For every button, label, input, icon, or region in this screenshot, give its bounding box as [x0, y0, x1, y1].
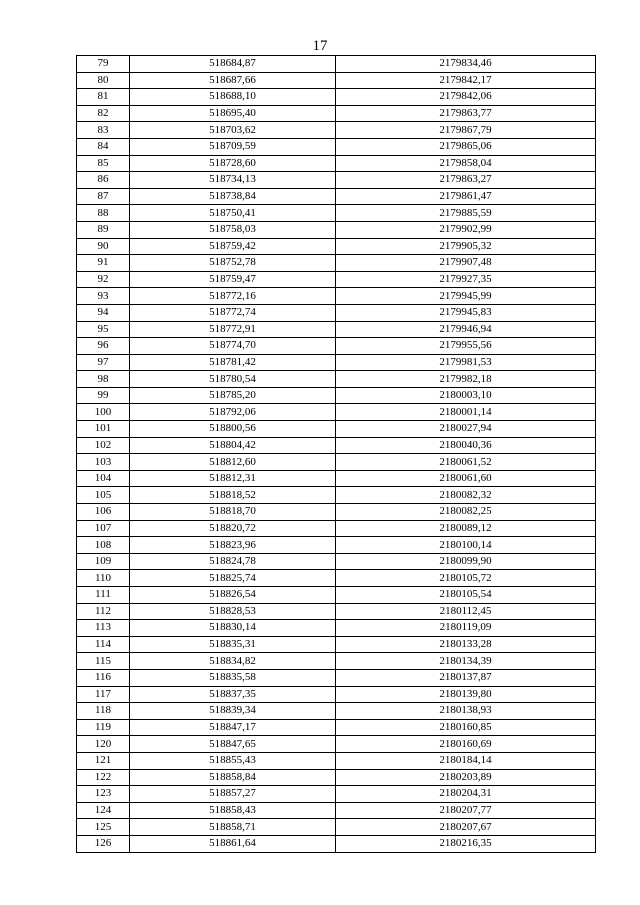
x-coordinate-cell: 518750,41: [130, 205, 336, 222]
y-coordinate-cell: 2179945,83: [336, 304, 596, 321]
table-row: [77, 188, 596, 205]
table-row: [77, 587, 596, 604]
table-row: [77, 338, 596, 355]
table-row: [77, 669, 596, 686]
y-coordinate-cell: 2179867,79: [336, 122, 596, 139]
x-coordinate-cell: 518772,16: [130, 288, 336, 305]
table-row: [77, 155, 596, 172]
table-row: [77, 105, 596, 122]
y-coordinate-cell: 2180139,80: [336, 686, 596, 703]
x-coordinate-cell: 518858,43: [130, 802, 336, 819]
y-coordinate-cell: 2179982,18: [336, 371, 596, 388]
table-body: [77, 56, 596, 853]
y-coordinate-cell: 2180138,93: [336, 703, 596, 720]
point-number-cell: 116: [77, 669, 130, 686]
point-number-cell: 79: [77, 56, 130, 73]
x-coordinate-cell: 518858,84: [130, 769, 336, 786]
y-coordinate-cell: 2180105,54: [336, 587, 596, 604]
y-coordinate-cell: 2180040,36: [336, 437, 596, 454]
x-coordinate-cell: 518772,74: [130, 304, 336, 321]
y-coordinate-cell: 2179902,99: [336, 221, 596, 238]
point-number-cell: 95: [77, 321, 130, 338]
table-row: [77, 752, 596, 769]
point-number-cell: 89: [77, 221, 130, 238]
table-row: [77, 122, 596, 139]
point-number-cell: 94: [77, 304, 130, 321]
table-row: [77, 620, 596, 637]
x-coordinate-cell: 518728,60: [130, 155, 336, 172]
point-number-cell: 107: [77, 520, 130, 537]
y-coordinate-cell: 2179885,59: [336, 205, 596, 222]
point-number-cell: 114: [77, 636, 130, 653]
y-coordinate-cell: 2180061,52: [336, 454, 596, 471]
point-number-cell: 125: [77, 819, 130, 836]
y-coordinate-cell: 2180001,14: [336, 404, 596, 421]
x-coordinate-cell: 518800,56: [130, 421, 336, 438]
table-row: [77, 354, 596, 371]
x-coordinate-cell: 518858,71: [130, 819, 336, 836]
x-coordinate-cell: 518687,66: [130, 72, 336, 89]
y-coordinate-cell: 2180216,35: [336, 835, 596, 852]
point-number-cell: 109: [77, 553, 130, 570]
x-coordinate-cell: 518812,31: [130, 470, 336, 487]
table-row: [77, 802, 596, 819]
y-coordinate-cell: 2179981,53: [336, 354, 596, 371]
y-coordinate-cell: 2179865,06: [336, 138, 596, 155]
point-number-cell: 81: [77, 89, 130, 106]
table-row: [77, 487, 596, 504]
y-coordinate-cell: 2180204,31: [336, 786, 596, 803]
x-coordinate-cell: 518759,47: [130, 271, 336, 288]
y-coordinate-cell: 2180082,32: [336, 487, 596, 504]
table-row: [77, 653, 596, 670]
y-coordinate-cell: 2179842,17: [336, 72, 596, 89]
table-row: [77, 520, 596, 537]
table-row: [77, 72, 596, 89]
point-number-cell: 80: [77, 72, 130, 89]
x-coordinate-cell: 518738,84: [130, 188, 336, 205]
table-row: [77, 288, 596, 305]
point-number-cell: 96: [77, 338, 130, 355]
point-number-cell: 93: [77, 288, 130, 305]
table-row: [77, 238, 596, 255]
y-coordinate-cell: 2179945,99: [336, 288, 596, 305]
x-coordinate-cell: 518825,74: [130, 570, 336, 587]
y-coordinate-cell: 2179955,56: [336, 338, 596, 355]
point-number-cell: 103: [77, 454, 130, 471]
y-coordinate-cell: 2180112,45: [336, 603, 596, 620]
point-number-cell: 99: [77, 387, 130, 404]
point-number-cell: 88: [77, 205, 130, 222]
table-row: [77, 470, 596, 487]
y-coordinate-cell: 2180089,12: [336, 520, 596, 537]
point-number-cell: 100: [77, 404, 130, 421]
table-row: [77, 321, 596, 338]
table-row: [77, 172, 596, 189]
table-row: [77, 719, 596, 736]
table-row: [77, 769, 596, 786]
point-number-cell: 92: [77, 271, 130, 288]
point-number-cell: 121: [77, 752, 130, 769]
x-coordinate-cell: 518734,13: [130, 172, 336, 189]
table-row: [77, 221, 596, 238]
x-coordinate-cell: 518847,17: [130, 719, 336, 736]
table-row: [77, 553, 596, 570]
x-coordinate-cell: 518684,87: [130, 56, 336, 73]
table-row: [77, 437, 596, 454]
point-number-cell: 91: [77, 255, 130, 272]
x-coordinate-cell: 518861,64: [130, 835, 336, 852]
page-number: 17: [312, 38, 328, 54]
y-coordinate-cell: 2180134,39: [336, 653, 596, 670]
x-coordinate-cell: 518774,70: [130, 338, 336, 355]
table-row: [77, 205, 596, 222]
coordinates-table: [76, 55, 596, 853]
table-row: [77, 835, 596, 852]
table-row: [77, 636, 596, 653]
x-coordinate-cell: 518835,31: [130, 636, 336, 653]
y-coordinate-cell: 2180003,10: [336, 387, 596, 404]
y-coordinate-cell: 2180061,60: [336, 470, 596, 487]
table-row: [77, 89, 596, 106]
table-row: [77, 304, 596, 321]
x-coordinate-cell: 518758,03: [130, 221, 336, 238]
x-coordinate-cell: 518792,06: [130, 404, 336, 421]
table-row: [77, 421, 596, 438]
y-coordinate-cell: 2179863,77: [336, 105, 596, 122]
point-number-cell: 123: [77, 786, 130, 803]
point-number-cell: 117: [77, 686, 130, 703]
x-coordinate-cell: 518785,20: [130, 387, 336, 404]
point-number-cell: 124: [77, 802, 130, 819]
table-row: [77, 255, 596, 272]
table-row: [77, 454, 596, 471]
y-coordinate-cell: 2179946,94: [336, 321, 596, 338]
x-coordinate-cell: 518709,59: [130, 138, 336, 155]
x-coordinate-cell: 518857,27: [130, 786, 336, 803]
x-coordinate-cell: 518812,60: [130, 454, 336, 471]
x-coordinate-cell: 518837,35: [130, 686, 336, 703]
point-number-cell: 97: [77, 354, 130, 371]
table-row: [77, 504, 596, 521]
table-row: [77, 736, 596, 753]
point-number-cell: 87: [77, 188, 130, 205]
x-coordinate-cell: 518835,58: [130, 669, 336, 686]
point-number-cell: 102: [77, 437, 130, 454]
y-coordinate-cell: 2180160,69: [336, 736, 596, 753]
table-row: [77, 404, 596, 421]
table-row: [77, 271, 596, 288]
x-coordinate-cell: 518804,42: [130, 437, 336, 454]
point-number-cell: 84: [77, 138, 130, 155]
y-coordinate-cell: 2180207,77: [336, 802, 596, 819]
point-number-cell: 118: [77, 703, 130, 720]
point-number-cell: 90: [77, 238, 130, 255]
x-coordinate-cell: 518780,54: [130, 371, 336, 388]
y-coordinate-cell: 2180082,25: [336, 504, 596, 521]
x-coordinate-cell: 518847,65: [130, 736, 336, 753]
table-row: [77, 703, 596, 720]
x-coordinate-cell: 518818,52: [130, 487, 336, 504]
table-row: [77, 387, 596, 404]
table-row: [77, 686, 596, 703]
point-number-cell: 122: [77, 769, 130, 786]
y-coordinate-cell: 2179842,06: [336, 89, 596, 106]
point-number-cell: 104: [77, 470, 130, 487]
x-coordinate-cell: 518759,42: [130, 238, 336, 255]
y-coordinate-cell: 2179834,46: [336, 56, 596, 73]
y-coordinate-cell: 2180160,85: [336, 719, 596, 736]
x-coordinate-cell: 518688,10: [130, 89, 336, 106]
y-coordinate-cell: 2179863,27: [336, 172, 596, 189]
y-coordinate-cell: 2179858,04: [336, 155, 596, 172]
point-number-cell: 85: [77, 155, 130, 172]
point-number-cell: 115: [77, 653, 130, 670]
table-row: [77, 138, 596, 155]
table-row: [77, 56, 596, 73]
point-number-cell: 110: [77, 570, 130, 587]
point-number-cell: 112: [77, 603, 130, 620]
point-number-cell: 126: [77, 835, 130, 852]
x-coordinate-cell: 518826,54: [130, 587, 336, 604]
y-coordinate-cell: 2180137,87: [336, 669, 596, 686]
point-number-cell: 98: [77, 371, 130, 388]
y-coordinate-cell: 2180105,72: [336, 570, 596, 587]
table-row: [77, 570, 596, 587]
point-number-cell: 86: [77, 172, 130, 189]
point-number-cell: 101: [77, 421, 130, 438]
table-row: [77, 603, 596, 620]
x-coordinate-cell: 518839,34: [130, 703, 336, 720]
point-number-cell: 119: [77, 719, 130, 736]
y-coordinate-cell: 2180099,90: [336, 553, 596, 570]
point-number-cell: 111: [77, 587, 130, 604]
y-coordinate-cell: 2180184,14: [336, 752, 596, 769]
x-coordinate-cell: 518824,78: [130, 553, 336, 570]
point-number-cell: 105: [77, 487, 130, 504]
y-coordinate-cell: 2180100,14: [336, 537, 596, 554]
point-number-cell: 108: [77, 537, 130, 554]
table-row: [77, 786, 596, 803]
x-coordinate-cell: 518834,82: [130, 653, 336, 670]
point-number-cell: 113: [77, 620, 130, 637]
y-coordinate-cell: 2180133,28: [336, 636, 596, 653]
x-coordinate-cell: 518855,43: [130, 752, 336, 769]
point-number-cell: 83: [77, 122, 130, 139]
table-row: [77, 371, 596, 388]
x-coordinate-cell: 518818,70: [130, 504, 336, 521]
y-coordinate-cell: 2179927,35: [336, 271, 596, 288]
y-coordinate-cell: 2180207,67: [336, 819, 596, 836]
x-coordinate-cell: 518830,14: [130, 620, 336, 637]
x-coordinate-cell: 518752,78: [130, 255, 336, 272]
point-number-cell: 106: [77, 504, 130, 521]
x-coordinate-cell: 518703,62: [130, 122, 336, 139]
x-coordinate-cell: 518820,72: [130, 520, 336, 537]
y-coordinate-cell: 2179861,47: [336, 188, 596, 205]
y-coordinate-cell: 2179905,32: [336, 238, 596, 255]
y-coordinate-cell: 2180203,89: [336, 769, 596, 786]
point-number-cell: 120: [77, 736, 130, 753]
y-coordinate-cell: 2180027,94: [336, 421, 596, 438]
table-row: [77, 537, 596, 554]
y-coordinate-cell: 2179907,48: [336, 255, 596, 272]
x-coordinate-cell: 518695,40: [130, 105, 336, 122]
table-row: [77, 819, 596, 836]
x-coordinate-cell: 518772,91: [130, 321, 336, 338]
y-coordinate-cell: 2180119,09: [336, 620, 596, 637]
x-coordinate-cell: 518828,53: [130, 603, 336, 620]
point-number-cell: 82: [77, 105, 130, 122]
x-coordinate-cell: 518781,42: [130, 354, 336, 371]
x-coordinate-cell: 518823,96: [130, 537, 336, 554]
